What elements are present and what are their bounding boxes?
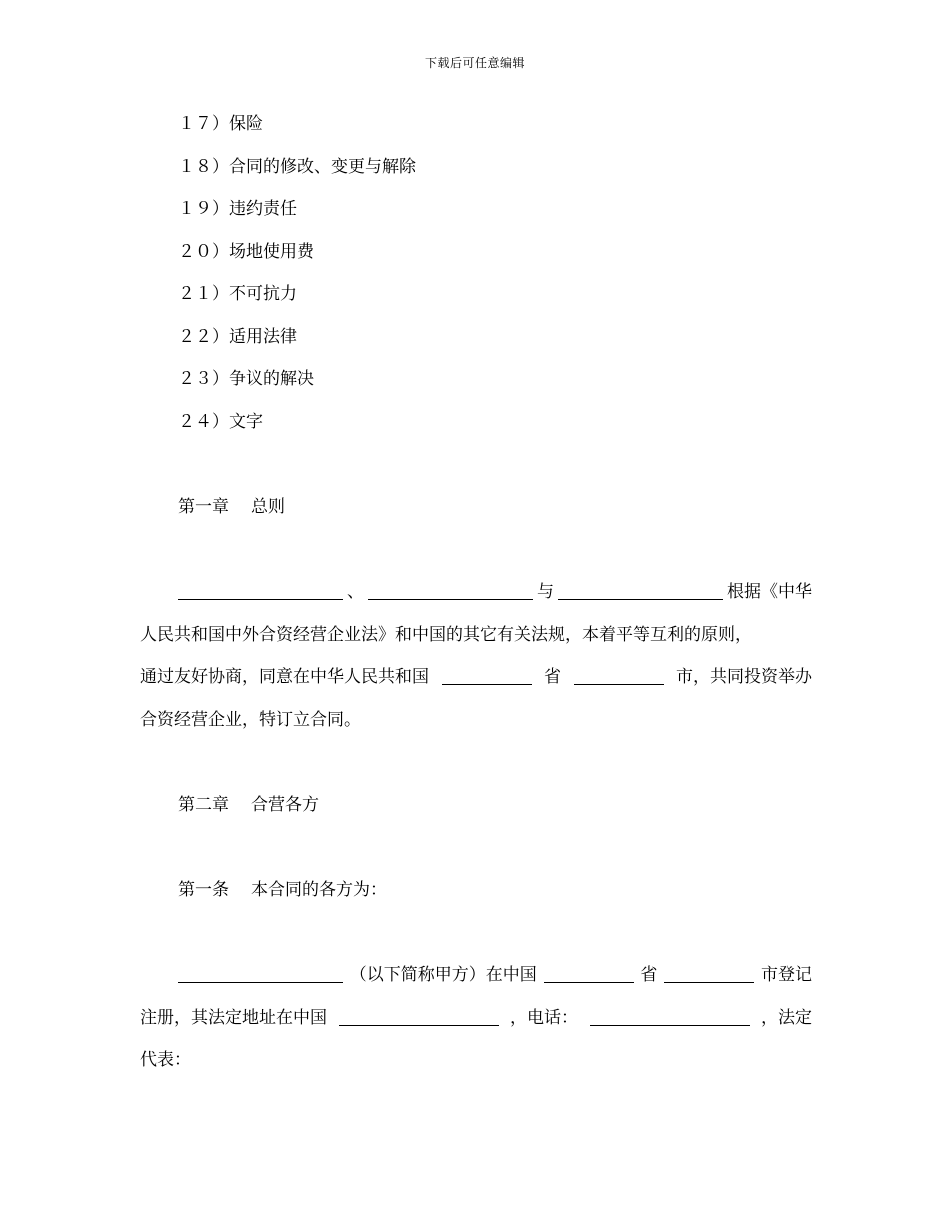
toc-item-19: １９）违约责任: [178, 199, 297, 219]
paragraph-text: 市登记: [760, 965, 812, 985]
party-a-address-blank[interactable]: [339, 1007, 499, 1026]
toc-item-23: ２３）争议的解决: [178, 369, 314, 389]
chapter-1-paragraph-line-2: 人民共和国中外合资经营企业法》和中国的其它有关法规，本着平等互利的原则，: [140, 625, 752, 645]
chapter-2-title: 合营各方: [251, 795, 319, 815]
article-1-number: 第一条: [178, 880, 229, 900]
paragraph-text: ，法定: [761, 1008, 812, 1028]
article-1-title: 本合同的各方为：: [251, 880, 387, 900]
toc-item-21: ２１）不可抗力: [178, 284, 297, 304]
paragraph-text: （以下简称甲方）在中国: [349, 965, 537, 985]
paragraph-text: ，电话：: [510, 1008, 578, 1028]
party-blank-2[interactable]: [368, 581, 533, 600]
paragraph-text: 通过友好协商，同意在中华人民共和国: [140, 667, 429, 687]
chapter-1-number: 第一章: [178, 497, 229, 517]
separator-text: 与: [537, 582, 554, 602]
party-a-phone-blank[interactable]: [590, 1007, 750, 1026]
chapter-1-paragraph-line-4: 合资经营企业，特订立合同。: [140, 710, 361, 730]
toc-item-17: １７）保险: [178, 114, 263, 134]
separator-text: 、: [347, 582, 364, 602]
paragraph-text: 省: [544, 667, 561, 687]
page-header: 下载后可任意编辑: [424, 56, 525, 70]
party-a-line-1: [178, 964, 812, 986]
paragraph-text: 注册，其法定地址在中国: [140, 1008, 327, 1028]
party-a-province-blank[interactable]: [544, 964, 634, 983]
party-a-line-3: 代表：: [140, 1050, 191, 1070]
chapter-2-heading: [178, 794, 319, 816]
party-blank-1[interactable]: [178, 581, 343, 600]
party-a-name-blank[interactable]: [178, 964, 343, 983]
paragraph-text: 省: [640, 965, 658, 985]
city-blank[interactable]: [574, 666, 664, 685]
paragraph-text: 市，共同投资举办: [676, 667, 812, 687]
chapter-1-paragraph-line-1: [178, 581, 812, 603]
toc-item-20: ２０）场地使用费: [178, 242, 314, 262]
chapter-2-number: 第二章: [178, 795, 229, 815]
toc-item-22: ２２）适用法律: [178, 327, 297, 347]
party-a-line-2: [140, 1007, 812, 1029]
toc-item-18: １８）合同的修改、变更与解除: [178, 157, 416, 177]
chapter-1-title: 总则: [251, 497, 285, 517]
party-blank-3[interactable]: [558, 581, 723, 600]
article-1-heading: [178, 879, 387, 901]
province-blank[interactable]: [442, 666, 532, 685]
chapter-1-heading: [178, 496, 285, 518]
party-a-city-blank[interactable]: [664, 964, 754, 983]
chapter-1-paragraph-line-3: [140, 666, 812, 688]
toc-item-24: ２４）文字: [178, 412, 263, 432]
paragraph-text: 根据《中华: [727, 582, 812, 602]
